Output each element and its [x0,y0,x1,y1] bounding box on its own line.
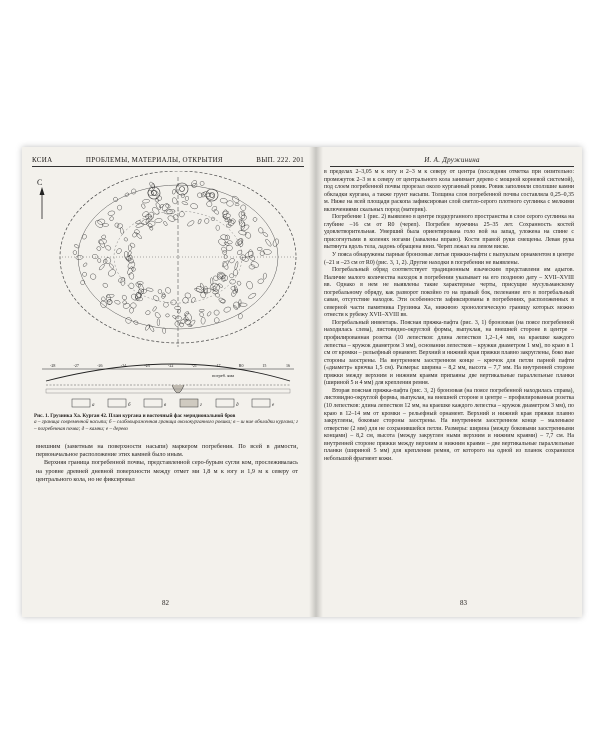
section-label: -28 [50,363,56,368]
author-name: И. А. Дружинина [424,155,480,164]
stone [109,216,114,222]
stone [167,215,176,223]
section-label: -21 [191,363,197,368]
stone [113,196,119,202]
stone [96,246,102,252]
stone [199,309,204,312]
stone [200,181,205,186]
stone [190,203,198,210]
stone [179,322,183,327]
stone [152,295,160,302]
stone [206,200,213,207]
stone [257,247,262,251]
stone [122,300,127,305]
stone [141,203,146,209]
stone [224,255,228,259]
right-page [320,147,582,617]
stone [182,201,189,206]
stone [213,309,220,316]
section-label: 16 [286,363,290,368]
stone [232,301,241,310]
stone [131,267,136,272]
stone [151,206,160,215]
stone [211,216,216,221]
stone [164,287,171,295]
stone [249,255,256,262]
stone [82,234,88,240]
stone [135,293,142,300]
stone [220,198,228,204]
stone [102,282,108,288]
stone [225,235,230,241]
stone [97,219,105,225]
section-label: -26 [97,363,103,368]
stone [126,254,134,262]
stone [134,229,140,234]
stone [214,317,220,323]
stone [199,312,203,317]
legend-key-label: а [92,403,95,408]
section-label: 15 [262,363,267,368]
stone [248,292,257,300]
stone [185,196,189,201]
north-label: С [37,178,43,187]
section-label: R0 [238,363,244,368]
stone [197,219,201,225]
section-profile [42,364,294,393]
stone [263,273,267,280]
stone [236,280,241,286]
section-label: -27 [73,363,79,368]
stone [181,193,185,198]
stone [154,311,161,319]
stone [117,205,122,210]
legend-swatch [216,399,234,407]
legend-swatch [72,399,90,407]
stone [226,245,232,251]
stone [184,292,192,299]
legend-key-label: е [272,403,275,408]
paragraph: Погребальный инвентарь. Поясная пряжка-пафта (рис. 3, 1) бронзовая (на поясе погребенной находилась слева), листовидно-округлой формы, выпуклая, на внешней стороне в центре – профилированная розетка (10 лепестков: длина лепестков 1,2–1,4 мм, на краешке каждого лепестка – кружок диаметром 3 мм), основании лепестков – кружки диаметром 1 мм), по краю в 1 см от кромки – рельефный орнамент. Верхний и нижний края пряжки плавно закруглены, боко вые стороны заострены. На внутреннем заостренном конце – крючок для петли парной пафти («диаметр» крючка 1,5 см). Размеры: ширина – 8,2 мм, высота – 7,7 мм. На внутренней стороне пряжки между верхним и нижним краями припаяны две вертикальные параллельные планки (шириной 5 и 4 мм) для крепления ремня. [324,319,574,387]
stone [157,319,160,326]
stone [229,279,235,284]
legend-key-label: д [236,403,239,408]
paragraph: У пояса обнаружены парные бронзовые литые пряжки-пафти с выпуклым орнаментом в центре (–21 и –23 см от R0) (рис. 3, 1, 2). Другие находки в погребении не выявлены. [324,252,574,266]
section-label: -17 [215,363,221,368]
stone [152,306,157,312]
stone [121,294,127,301]
stone [97,258,101,263]
issue-number: ВЫП. 222. 201 [256,155,304,164]
stone [98,263,105,270]
page-number-right: 83 [460,599,467,607]
stone [109,263,115,269]
stone [163,302,168,307]
north-arrow [37,178,45,219]
stone [226,224,231,228]
stone [179,211,185,217]
left-running-head [32,153,304,167]
stone [164,209,173,214]
stone [83,262,88,267]
stone [127,251,132,257]
stone [212,275,219,282]
stone [240,205,246,211]
stone [252,217,257,222]
stone [145,310,151,315]
stone [136,233,143,240]
stone [223,306,232,313]
stone [227,241,232,244]
section-label: -22 [168,363,174,368]
stone [183,311,189,317]
stone [229,257,236,264]
stone [209,282,219,291]
paragraph: Погребение 1 (рис. 2) выявлено в центре подкурганного пространства в слое серого суглинка на глубине –16 см от R0 (череп). Погребен мужчина 25–35 лет. Сохранность костей удовлетворительная. Умерший была ориентирована голо вой на запад, уложена на спине с присогнутыми в коленях ногами (завалены вправо). Кости правой руки смещены. Левая рука вытянута вдоль тела, ладонь обращена вниз. Череп лежал на левом виске. [324,214,574,251]
stone [240,255,245,261]
journal-abbrev: КСИА [32,155,53,164]
legend-keys [72,399,275,408]
stone [107,210,115,216]
stone [259,250,265,256]
caption-legend: а – граница современной насыпи; б – слабовыраженная граница околокурганного ровика; в – ш ние обкладки кургана; г – погребенная почва; д – камни; е – дерево [34,419,299,432]
stone [244,231,252,239]
legend-swatch [180,399,198,407]
stone [204,218,209,224]
stone [105,245,112,251]
figure-caption [34,413,302,432]
stone [229,274,234,278]
stone [161,294,166,299]
legend-key-label: б [128,403,131,408]
stone [262,232,268,238]
stone [218,297,226,304]
stone [148,324,154,332]
stone [216,225,220,230]
stone [235,203,239,206]
stone-cluster [73,179,280,333]
stone [165,314,169,318]
stone [172,315,177,320]
right-body-text [324,169,574,463]
stone [132,231,139,238]
legend-key-label: в [164,403,167,408]
book-spread [22,147,582,617]
stone [120,227,124,234]
stone [128,283,134,290]
section-label: -24 [120,363,127,368]
paragraph: Верхняя граница погребенной почвы, представленной серо-бурым сугли ком, прослеживалась на уровне древней дневной поверхности между отмет ми 1,8 м к югу и 1,9 м к северу от центрального кола, но не фиксировал [36,459,298,483]
stone [135,282,141,288]
stone [230,218,236,224]
stone [92,254,98,259]
stone [106,294,111,302]
stone [218,283,224,288]
page-number-left: 82 [162,599,169,607]
kurgan-plan-figure [32,171,304,411]
legend-key-label: г [200,403,202,408]
stone [239,303,247,307]
stone [191,297,197,304]
section-label: -23 [144,363,150,368]
stone [129,307,134,313]
stone [201,317,206,324]
legend-swatch [252,399,270,407]
stone [107,268,117,277]
stone [149,226,154,231]
stone [249,265,255,270]
section-labels [50,363,290,368]
stone [155,218,163,223]
paragraph: в пределах 2–3,05 м к югу и 2–3 м к северу от центра (последняя отметка при оизительно: промежуток 2–3 м к северу от центрального кола занимает дерево с мощной корневой системой), под слоем погребенной почвы прорезал около курганный ровик. Ровик заполняли сползшие камни обкладки кургана, а также грунт насыпи. Толщина слоя погребенной почвы составляла 0,25–0,35 м. Ниже на всей площади раскопа зафиксирован слой светло-серого плотного суглинка с мелкими включениями скальных пород (материк). [324,169,574,213]
stone [146,287,154,292]
stone [82,272,87,277]
caption-title: Рис. 1. Грузинка Ха. Курган 42. План кургана и восточный фас меридиональной бров [34,413,236,419]
stone [128,245,131,251]
stone [233,305,238,311]
paragraph: внешним (заметным на поверхности насыпи) маркером погребения. По всей в димости, первоначальное расположение этих камней было иным. [36,443,298,459]
stone [141,218,150,226]
stone [74,244,80,249]
stone [211,205,218,212]
stone [158,289,162,293]
section-title: ПРОБЛЕМЫ, МАТЕРИАЛЫ, ОТКРЫТИЯ [85,155,223,164]
stone [137,281,143,284]
stone [142,199,150,204]
stone [115,223,119,227]
stone [265,238,273,247]
stone [170,299,177,305]
paragraph: Вторая поясная пряжка-пафта (рис. 3, 2) бронзовая (на поясе погребенной находилась справа), листовидно-округлой формы, выпуклая, на внешней стороне в центре – профилированная розетка (10 лепестков: длина лепестков 12 мм, на краешке каждого лепестка – кружок диаметром 3 мм), по краю в 12–14 мм от кромки – рельефный орнамент. Верхний и нижний края пряжки плавно закруглены, боковые стороны заострены. На внутреннем заостренном конце – маленькое отверстие (2 мм) для не сохранившейся петли. Размеры: ширина (между боковыми заостренными концами) – 8,2 см, высота (между закруглен ными верхним и нижним краями) – 7,7 см. На внутренней стороне пряжки между верхним и нижним краями – две вертикальные параллельные планки (шириной 5 мм) для крепления ремня, от которого на одной из планок сохранился небольшой фрагмент кожи. [324,387,574,462]
stone [234,261,238,270]
stone [174,321,180,327]
stone [206,311,211,317]
section-note: погреб. яма [212,373,235,378]
stone [155,202,162,210]
stone [257,278,264,284]
stone [223,215,229,220]
stone [163,221,168,227]
stone [116,248,123,255]
paragraph: Погребальный обряд соответствует традиционным языческим представлени ям адыгов. Наличие малого количества находок в погребении указывает на его позднюю дату – XVII–XVIII вв. Однако в нем не выявлены такие характерные черты, присущие мусульманскому погребальному обряду, как разворот покойно го на правый бок, пеленание его в погребальный саван, отсутствие находок. Эти особенности зафиксированы в погребениях, расположенных в северной части памятника Грузинка Ха, нижнюю хронологическую границу которых можно отнести к рубежу XVII–XVIII вв. [324,267,574,319]
stone [73,250,77,255]
stone [187,220,195,228]
right-running-head [330,153,574,167]
stone [89,273,97,281]
stone [114,299,121,304]
stone [165,203,171,209]
stone [172,189,176,194]
stone [123,237,128,242]
stone [154,198,159,203]
stone [135,223,144,229]
stone [171,197,178,205]
stone [246,280,254,289]
kurgan-plan-drawing [32,171,304,411]
legend-swatch [108,399,126,407]
legend-swatch [144,399,162,407]
left-page [22,147,312,617]
stone [227,201,234,207]
stone [191,182,197,188]
left-body-text [36,443,298,484]
stone [76,255,84,260]
